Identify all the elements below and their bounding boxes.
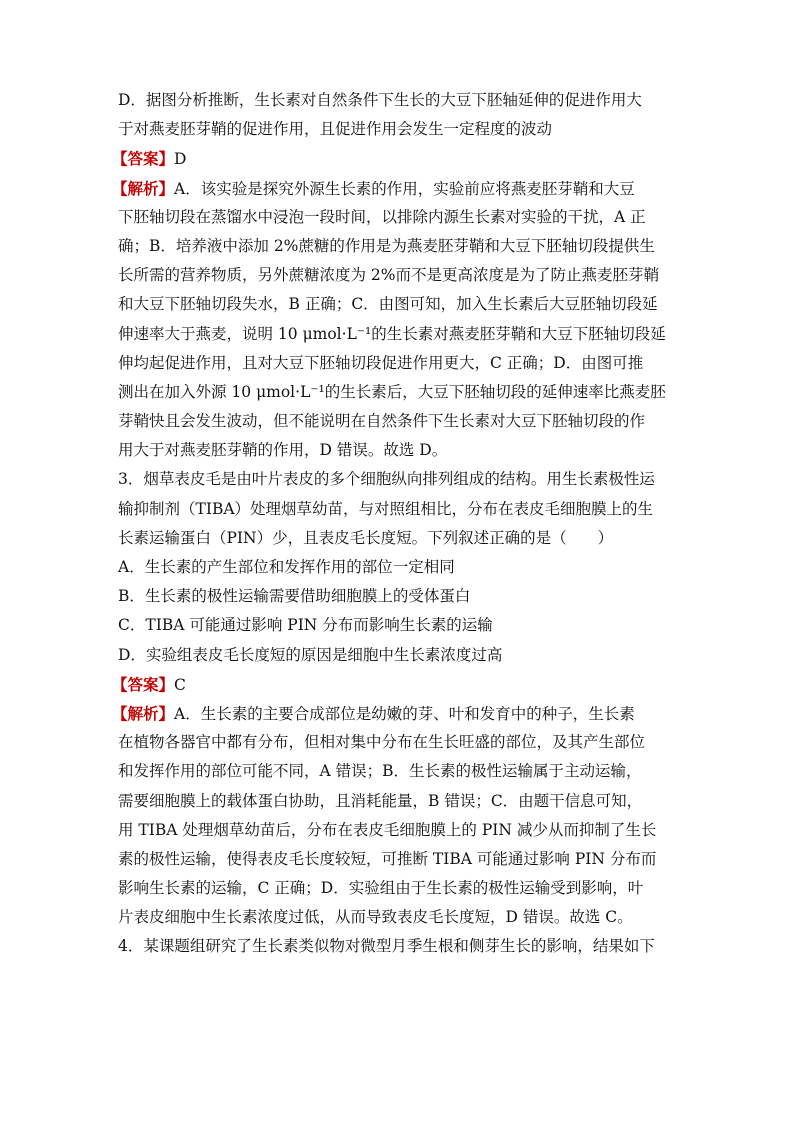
option-a: A．生长素的产生部位和发挥作用的部位一定相同 <box>118 558 455 576</box>
text-line: 用大于对燕麦胚芽鞘的作用，D 错误。故选 D。 <box>118 441 448 460</box>
text-line: 和大豆下胚轴切段失水，B 正确；C．由图可知，加入生长素后大豆胚轴切段延 <box>118 295 658 314</box>
option-d: D．实验组表皮毛长度短的原因是细胞中生长素浓度过高 <box>118 645 503 664</box>
document-page <box>112 86 686 962</box>
text-line: 需要细胞膜上的载体蛋白协助，且消耗能量，B 错误；C．由题干信息可知， <box>118 791 643 810</box>
text-line: A．生长素的主要合成部位是幼嫩的芽、叶和发育中的种子，生长素 <box>174 704 635 723</box>
answer-tag: 【答案】 <box>112 674 175 694</box>
text-line: 长所需的营养物质，另外蔗糖浓度为 2%而不是更高浓度是为了防止燕麦胚芽鞘 <box>118 266 660 285</box>
text-line: 用 TIBA 处理烟草幼苗后，分布在表皮毛细胞膜上的 PIN 减少从而抑制了生长 <box>118 820 657 839</box>
text-line: 伸速率大于燕麦，说明 10 μmol·L⁻¹的生长素对燕麦胚芽鞘和大豆下胚轴切段延 <box>118 324 666 343</box>
option-b: B．生长素的极性运输需要借助细胞膜上的受体蛋白 <box>118 587 471 606</box>
q2-analysis <box>112 174 686 466</box>
text-line: 于对燕麦胚芽鞘的促进作用，且促进作用会发生一定程度的波动 <box>118 120 553 139</box>
q3-answer <box>112 670 686 699</box>
text-line: A．该实验是探究外源生长素的作用，实验前应将燕麦胚芽鞘和大豆 <box>174 179 635 198</box>
q3-stem <box>118 465 686 553</box>
q3-analysis <box>112 699 686 933</box>
q2-option-d <box>118 86 686 144</box>
text-line: 下胚轴切段在蒸馏水中浸泡一段时间，以排除内源生长素对实验的干扰，A 正 <box>118 207 646 226</box>
text-line: 长素运输蛋白（PIN）少，且表皮毛长度短。下列叙述正确的是（ ） <box>118 528 614 547</box>
text-line: 确；B．培养液中添加 2%蔗糖的作用是为燕麦胚芽鞘和大豆下胚轴切段提供生 <box>118 236 655 255</box>
text-line: 在植物各器官中都有分布，但相对集中分布在生长旺盛的部位，及其产生部位 <box>118 733 646 752</box>
text-line: D．据图分析推断，生长素对自然条件下生长的大豆下胚轴延伸的促进作用大 <box>118 91 642 109</box>
q3-options <box>118 553 686 670</box>
q4-stem <box>118 932 686 961</box>
text-line: 测出在加入外源 10 μmol·L⁻¹的生长素后，大豆下胚轴切段的延伸速率比燕麦胚 <box>118 382 666 401</box>
text-line: 素的极性运输，使得表皮毛长度较短，可推断 TIBA 可能通过影响 PIN 分布而 <box>118 849 657 868</box>
text-line: 输抑制剂（TIBA）处理烟草幼苗，与对照组相比，分布在表皮毛细胞膜上的生 <box>118 499 654 518</box>
text-line: 影响生长素的运输，C 正确；D．实验组由于生长素的极性运输受到影响，叶 <box>118 879 644 898</box>
analysis-tag: 【解析】 <box>112 178 175 198</box>
option-c: C．TIBA 可能通过影响 PIN 分布而影响生长素的运输 <box>118 616 493 635</box>
text-line: 芽鞘快且会发生波动，但不能说明在自然条件下生长素对大豆下胚轴切段的作 <box>118 412 646 431</box>
text-line: 3．烟草表皮毛是由叶片表皮的多个细胞纵向排列组成的结构。用生长素极性运 <box>118 470 655 489</box>
answer-value: C <box>174 675 186 694</box>
text-line: 伸均起促进作用，且对大豆下胚轴切段促进作用更大，C 正确；D．由图可推 <box>118 353 644 372</box>
text-line: 和发挥作用的部位可能不同，A 错误；B．生长素的极性运输属于主动运输， <box>118 762 642 781</box>
q2-answer <box>112 144 686 173</box>
answer-value: D <box>174 150 187 169</box>
text-line: 片表皮细胞中生长素浓度过低，从而导致表皮毛长度短，D 错误。故选 C。 <box>118 908 633 927</box>
analysis-tag: 【解析】 <box>112 703 175 723</box>
answer-tag: 【答案】 <box>112 149 175 169</box>
text-line: 4．某课题组研究了生长素类似物对微型月季生根和侧芽生长的影响，结果如下 <box>118 937 655 956</box>
